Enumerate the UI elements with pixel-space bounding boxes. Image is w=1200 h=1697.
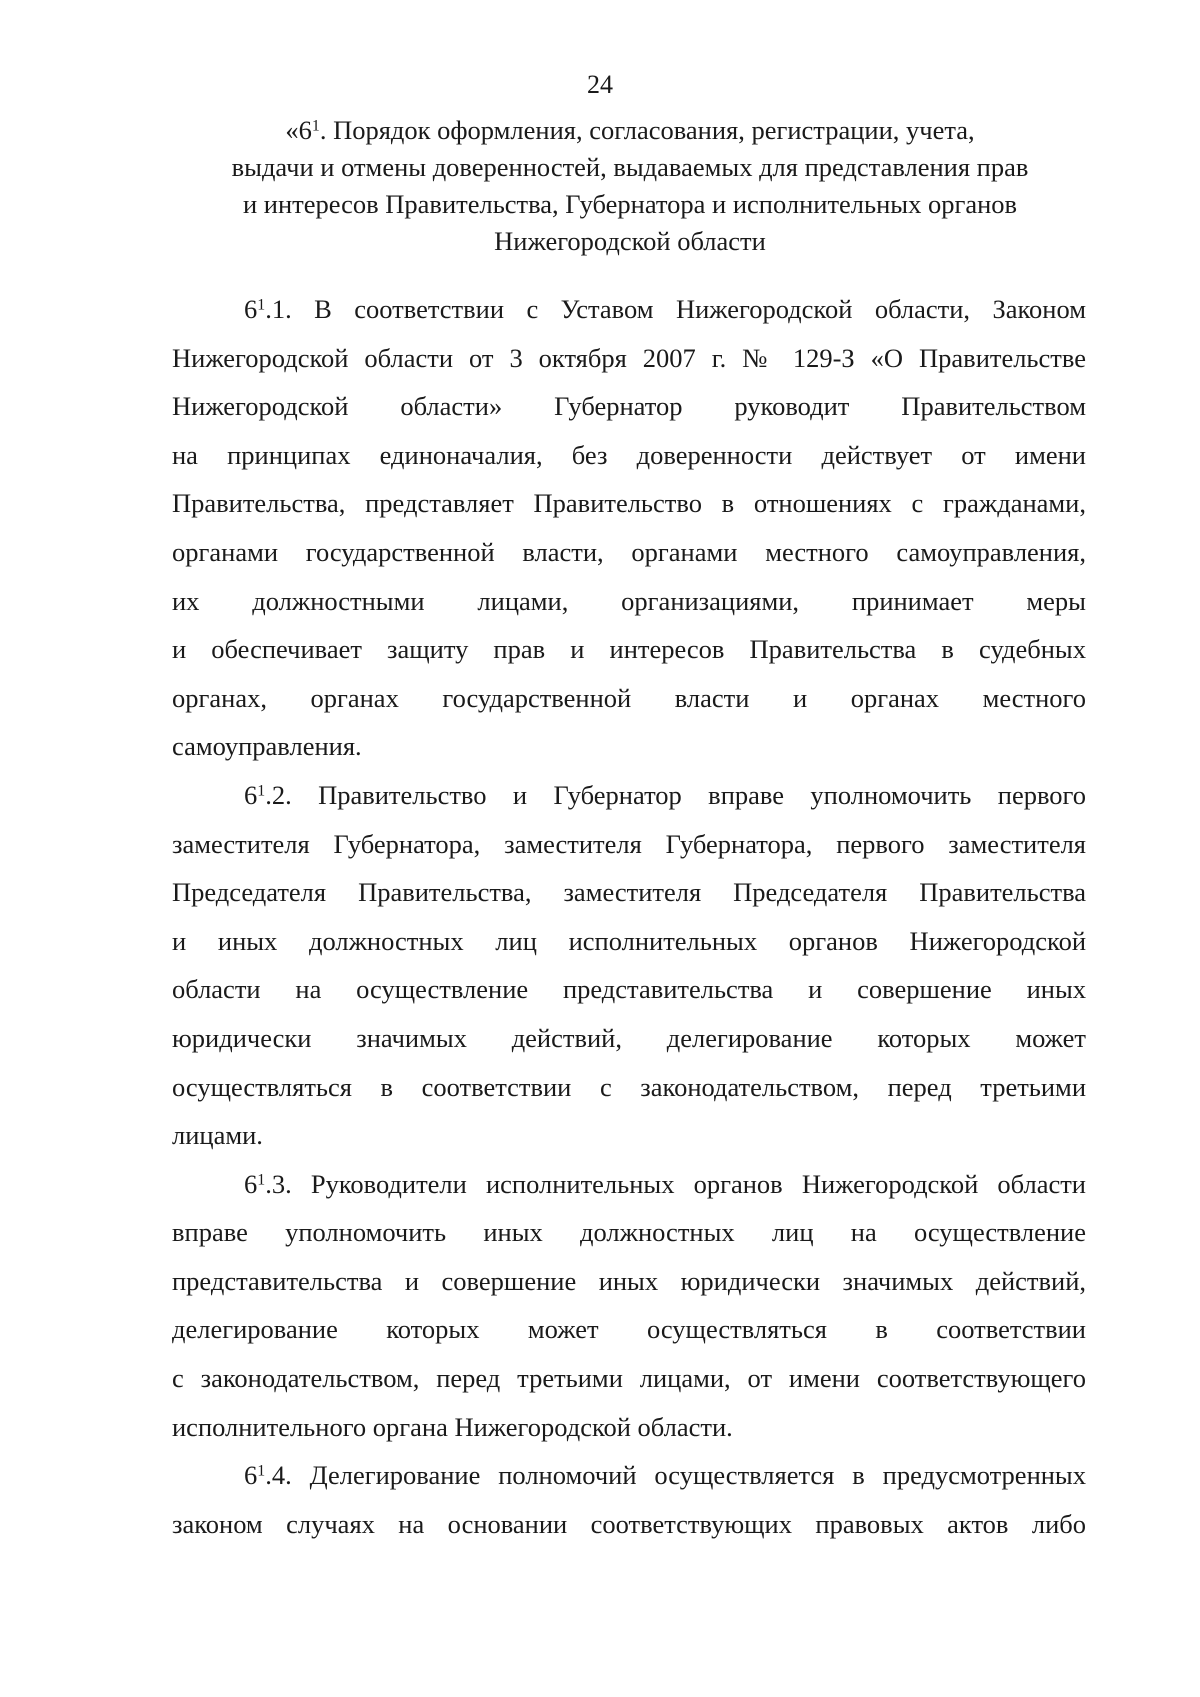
paragraph-line: юридически значимых действий, делегирование которых может <box>172 1022 1086 1053</box>
paragraph-line: исполнительного органа Нижегородской области. <box>172 1411 733 1442</box>
paragraph-6-1-2 <box>172 771 1086 1160</box>
paragraph-line: вправе уполномочить иных должностных лиц на осуществление <box>172 1217 1086 1248</box>
clause-number: 6 <box>244 294 258 324</box>
clause-number: 6 <box>244 1168 258 1199</box>
paragraph-line: области на осуществление представительства и совершение иных <box>172 974 1086 1005</box>
paragraph-6-1-4 <box>172 1451 1086 1548</box>
paragraph-6-1-1 <box>172 285 1086 771</box>
paragraph-line: Правительства, представляет Правительство в отношениях с гражданами, <box>172 488 1086 519</box>
paragraph-6-1-3 <box>172 1160 1086 1452</box>
heading-section-number: 6 <box>298 115 312 145</box>
paragraph-line: на принципах единоначалия, без доверенности действует от имени <box>172 439 1086 470</box>
paragraph-line: делегирование которых может осуществляться в соответствии <box>172 1314 1086 1345</box>
heading-line: и интересов Правительства, Губернатора и исполнительных органов <box>242 189 1018 219</box>
document-body <box>172 285 1086 1548</box>
clause-number-superscript: 1 <box>257 782 266 800</box>
paragraph-line: органами государственной власти, органами местного самоуправления, <box>172 536 1086 567</box>
heading-section-superscript: 1 <box>311 117 320 135</box>
section-heading <box>150 112 1110 260</box>
clause-number: 6 <box>244 1460 258 1491</box>
paragraph-line: законом случаях на основании соответствующих правовых актов либо <box>172 1508 1086 1539</box>
paragraph-line: Председателя Правительства, заместителя Председателя Правительства <box>172 877 1086 908</box>
paragraph-line: Нижегородской области от 3 октября 2007 г. № 129-З «О Правительстве <box>172 342 1086 373</box>
heading-line: выдачи и отмены доверенностей, выдаваемых для представления прав <box>231 152 1029 182</box>
heading-line <box>150 112 1110 149</box>
clause-number-superscript: 1 <box>257 296 266 314</box>
paragraph-line: Нижегородской области» Губернатор руководит Правительством <box>172 391 1086 422</box>
paragraph-line: самоуправления. <box>172 731 362 762</box>
paragraph-line: и иных должностных лиц исполнительных органов Нижегородской <box>172 925 1086 956</box>
paragraph-line: представительства и совершение иных юридически значимых действий, <box>172 1265 1086 1296</box>
paragraph-line-text: .3. Руководители исполнительных органов Нижегородской области <box>265 1168 1086 1199</box>
paragraph-line: осуществляться в соответствии с законодательством, перед третьими <box>172 1071 1086 1102</box>
heading-line: Нижегородской области <box>494 226 766 256</box>
paragraph-line: лицами. <box>172 1120 263 1151</box>
page-number: 24 <box>587 70 613 99</box>
paragraph-line <box>172 1160 1086 1209</box>
paragraph-line: их должностными лицами, организациями, принимает меры <box>172 585 1086 616</box>
paragraph-line-text: .1. В соответствии с Уставом Нижегородской области, Законом <box>265 294 1086 324</box>
paragraph-line-text: .4. Делегирование полномочий осуществляется в предусмотренных <box>265 1460 1086 1491</box>
paragraph-line <box>172 771 1086 820</box>
clause-number-superscript: 1 <box>257 1170 266 1188</box>
paragraph-line: органах, органах государственной власти и органах местного <box>172 682 1086 713</box>
heading-open-quote: « <box>285 115 299 145</box>
clause-number-superscript: 1 <box>257 1462 266 1480</box>
paragraph-line: и обеспечивает защиту прав и интересов Правительства в судебных <box>172 634 1086 665</box>
paragraph-line: с законодательством, перед третьими лицами, от имени соответствующего <box>172 1363 1086 1394</box>
clause-number: 6 <box>244 779 258 810</box>
paragraph-line <box>172 285 1086 334</box>
paragraph-line: заместителя Губернатора, заместителя Губернатора, первого заместителя <box>172 828 1086 859</box>
paragraph-line-text: .2. Правительство и Губернатор вправе уполномочить первого <box>265 779 1086 810</box>
heading-line-text: . Порядок оформления, согласования, регистрации, учета, <box>319 115 975 145</box>
paragraph-line <box>172 1451 1086 1500</box>
